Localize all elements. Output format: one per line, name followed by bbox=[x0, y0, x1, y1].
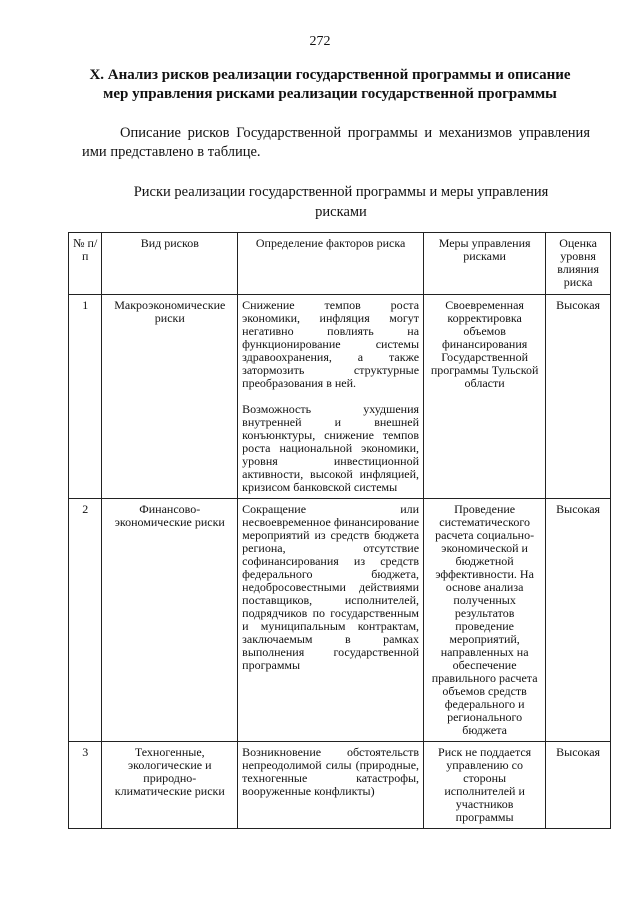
header-row bbox=[69, 233, 611, 295]
risk-type: Финансово-экономические риски bbox=[102, 499, 238, 742]
page-number: 272 bbox=[309, 34, 331, 49]
risk-measures: Своевременная корректировка объемов финансирования Государственной программы Тульской области bbox=[424, 295, 546, 499]
risk-rating: Высокая bbox=[546, 742, 611, 829]
row-number: 3 bbox=[69, 742, 102, 829]
risk-measures: Риск не поддается управлению со стороны исполнителей и участников программы bbox=[424, 742, 546, 829]
risks-table bbox=[68, 232, 611, 829]
factor-paragraph: Возможность ухудшения внутренней и внешней конъюнктуры, снижение темпов роста национальной экономики, уровня инвестиционной активности, высокой инфляцией, кризисом банковской системы bbox=[242, 402, 420, 494]
table-title: Риски реализации государственной программы и меры управления рисками bbox=[133, 184, 549, 220]
section-title: X. Анализ рисков реализации государственной программы и описание мер управления рисками реализации государственной программы bbox=[89, 67, 571, 102]
intro-paragraph: Описание рисков Государственной программы и механизмов управления ими представлено в таблице. bbox=[82, 125, 590, 160]
row-number: 2 bbox=[69, 499, 102, 742]
factor-paragraph: Сокращение или несвоевременное финансирование мероприятий из средств бюджета региона, отсутствие софинансирования из средств федерального бюджета, недобросовестными действиями поставщиков, исполнителей, подрядчиков по государственным и муниципальным контрактам, заключаемым в рамках выполнения государственной программы bbox=[242, 502, 420, 672]
risk-rating: Высокая bbox=[546, 499, 611, 742]
risk-factors bbox=[238, 742, 424, 829]
header-rating: Оценка уровня влияния риска bbox=[546, 233, 611, 295]
risk-type: Техногенные, экологические и природно-климатические риски bbox=[102, 742, 238, 829]
risk-rating: Высокая bbox=[546, 295, 611, 499]
header-measures: Меры управления рисками bbox=[424, 233, 546, 295]
row-number: 1 bbox=[69, 295, 102, 499]
factor-paragraph: Снижение темпов роста экономики, инфляция могут негативно повлиять на функционирование системы здравоохранения, а также затормозить структурные преобразования в ней. bbox=[242, 298, 420, 390]
header-num: № п/п bbox=[69, 233, 102, 295]
risk-factors bbox=[238, 295, 424, 499]
table-row bbox=[69, 295, 611, 499]
header-factors: Определение факторов риска bbox=[238, 233, 424, 295]
table-row bbox=[69, 499, 611, 742]
risk-measures: Проведение систематического расчета социально-экономической и бюджетной эффективности. На основе анализа полученных результатов проведение мероприятий, направленных на обеспечение правильного расчета объемов средств федерального и регионального бюджета bbox=[424, 499, 546, 742]
risk-factors bbox=[238, 499, 424, 742]
table-row bbox=[69, 742, 611, 829]
factor-paragraph: Возникновение обстоятельств непреодолимой силы (природные, техногенные катастрофы, вооруженные конфликты) bbox=[242, 745, 420, 798]
header-type: Вид рисков bbox=[102, 233, 238, 295]
table-header bbox=[69, 233, 611, 295]
table-body bbox=[69, 295, 611, 829]
risk-type: Макроэкономические риски bbox=[102, 295, 238, 499]
